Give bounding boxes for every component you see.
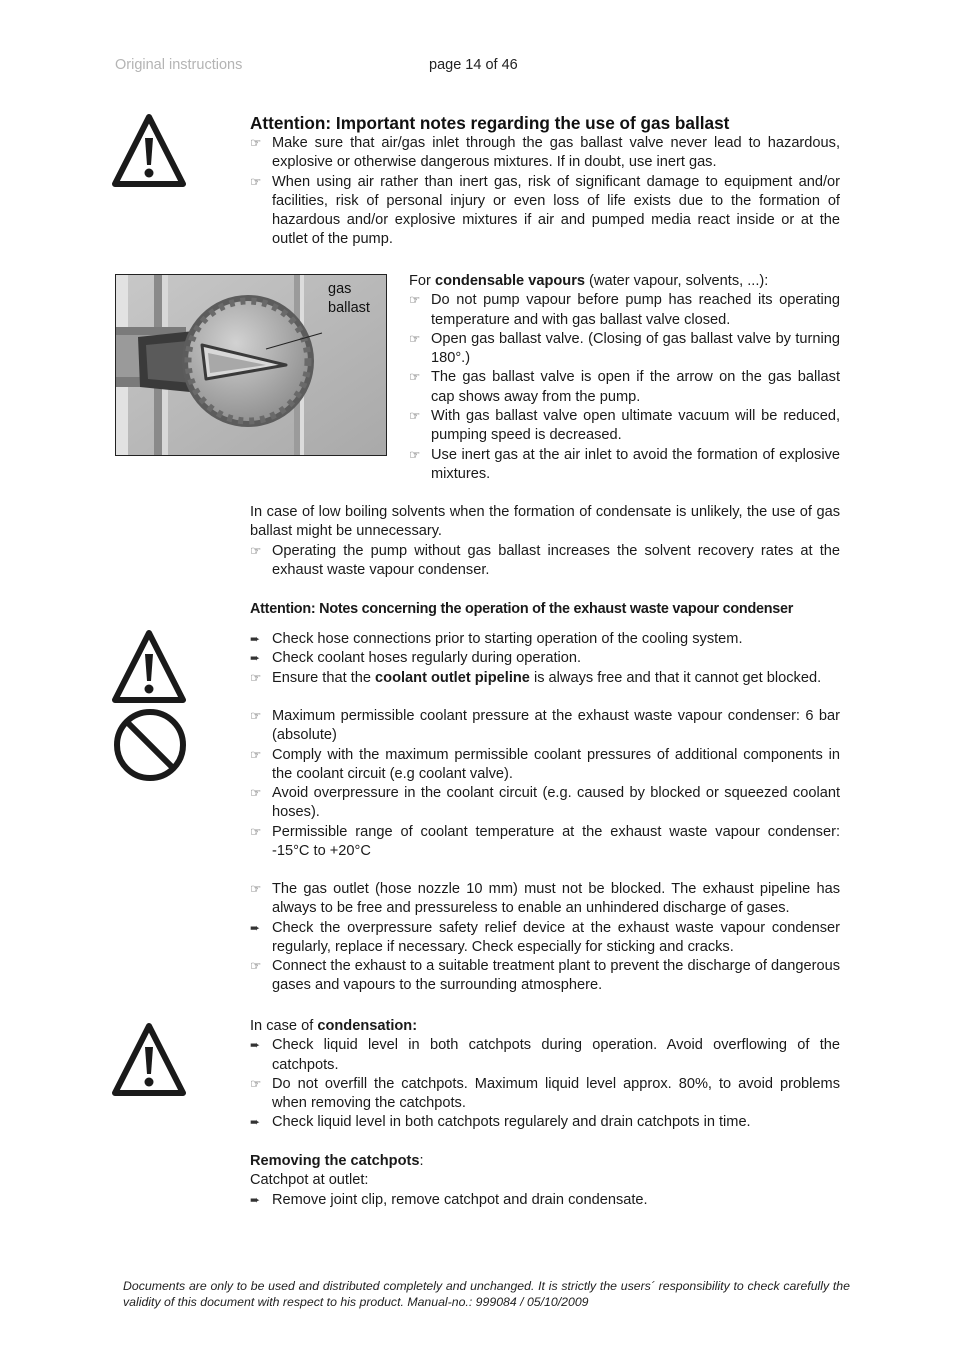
list-item-text: Open gas ballast valve. (Closing of gas ballast valve by turning 180°.) [431, 330, 840, 367]
list-item-text: Maximum permissible coolant pressure at the exhaust waste vapour condenser: 6 bar (absolute) [272, 708, 840, 744]
intro-bold-text: condensation: [317, 1018, 418, 1034]
gas-ballast-heading: Attention: Important notes regarding the use of gas ballast [250, 113, 730, 133]
list-item-text: Operating the pump without gas ballast increases the solvent recovery rates at the exhaust waste vapour condenser. [272, 542, 840, 578]
list-item [250, 1075, 840, 1114]
intro-text: For [409, 273, 435, 289]
list-item-text: Check coolant hoses regularly during operation. [272, 650, 582, 667]
list-item [409, 407, 840, 446]
list-item-text: Permissible range of coolant temperature at the exhaust waste vapour condenser: -15°C to +20°C [272, 823, 840, 860]
warning-triangle-icon [111, 628, 187, 704]
list-item [409, 291, 840, 330]
list-item [250, 630, 840, 649]
list-item-text: Check the overpressure safety relief device at the exhaust waste vapour condenser regularly, replace if necessary. Check especially for sticking and cracks. [272, 919, 840, 955]
arrow-right-icon: ➨ [250, 651, 261, 666]
list-item [409, 446, 840, 485]
list-item [250, 746, 840, 785]
pointing-hand-icon: ☞ [409, 447, 421, 462]
list-item-text: Ensure that the [272, 669, 376, 686]
removing-catchpots-section [250, 1152, 840, 1210]
list-item [250, 134, 840, 173]
list-item [250, 919, 840, 958]
gas-ballast-section [250, 112, 840, 250]
pointing-hand-icon: ☞ [250, 670, 262, 685]
warning-triangle-icon [111, 112, 187, 188]
photo-label [328, 280, 370, 318]
pointing-hand-icon: ☞ [409, 293, 421, 308]
list-item [250, 957, 840, 996]
page-number: page 14 of 46 [429, 57, 518, 73]
intro-text: In case of [250, 1018, 318, 1034]
prohibition-icon [112, 707, 188, 783]
list-item-text: Check hose connections prior to starting operation of the cooling system. [272, 631, 743, 647]
list-item [250, 707, 840, 746]
list-item-text: Check liquid level in both catchpots during operation. Avoid overflowing of the catchpots. [272, 1037, 840, 1073]
condensable-vapours-section [409, 272, 840, 484]
arrow-right-icon: ➨ [250, 920, 261, 935]
list-item [250, 649, 840, 668]
list-item-text: Make sure that air/gas inlet through the gas ballast valve never lead to hazardous, explosive or otherwise dangerous mixtures. If in doubt, use inert gas. [272, 135, 840, 171]
pointing-hand-icon: ☞ [250, 136, 262, 150]
photo-label-line: gas [328, 281, 352, 297]
list-item-text: Avoid overpressure in the coolant circuit (e.g. caused by blocked or squeezed coolant hoses). [272, 785, 840, 821]
condensation-section [250, 1017, 840, 1133]
pointing-hand-icon: ☞ [250, 882, 262, 896]
list-item-text: Check liquid level in both catchpots regularely and drain catchpots in time. [272, 1114, 751, 1131]
list-item [250, 784, 840, 823]
footer-disclaimer: Documents are only to be used and distributed completely and unchanged. It is strictly the users´ responsibility to check carefully the validity of this document with respect to his product. Manual-no.: 999084 / 05/10/2009 [123, 1279, 850, 1309]
pointing-hand-icon: ☞ [409, 409, 421, 424]
arrow-right-icon: ➨ [250, 1192, 261, 1207]
list-item-text: Connect the exhaust to a suitable treatment plant to prevent the discharge of dangerous gases and vapours to the surrounding atmosphere. [272, 958, 840, 994]
pointing-hand-icon: ☞ [250, 1076, 262, 1091]
list-item [409, 368, 840, 407]
catchpot-subtitle: Catchpot at outlet: [250, 1172, 369, 1189]
list-item-bold-text: coolant outlet pipeline [375, 669, 530, 686]
arrow-right-icon: ➨ [250, 1115, 261, 1130]
list-item [250, 880, 840, 919]
photo-label-line: ballast [328, 300, 370, 316]
arrow-right-icon: ➨ [250, 1038, 261, 1053]
list-item [250, 542, 840, 581]
pointing-hand-icon: ☞ [250, 786, 262, 801]
list-item [250, 1113, 840, 1132]
list-item-text: Do not overfill the catchpots. Maximum liquid level approx. 80%, to avoid problems when removing the catchpots. [272, 1075, 840, 1112]
list-item-text: The gas ballast valve is open if the arrow on the gas ballast cap shows away from the pump. [431, 369, 840, 405]
list-item [250, 1191, 840, 1210]
intro-bold-text: condensable vapours [434, 273, 585, 289]
heading-colon: : [419, 1153, 424, 1169]
arrow-right-icon: ➨ [250, 632, 261, 646]
removing-heading [250, 1152, 840, 1171]
heading-text: Removing the catchpots [250, 1153, 420, 1169]
coolant-pressure-notes [250, 707, 840, 861]
list-item-text: Use inert gas at the air inlet to avoid the formation of explosive mixtures. [431, 446, 840, 482]
list-item-text: With gas ballast valve open ultimate vacuum will be reduced, pumping speed is decreased. [431, 408, 840, 444]
list-item [250, 173, 840, 250]
condensable-intro [409, 272, 840, 291]
pointing-hand-icon: ☞ [250, 959, 262, 974]
low-boiling-section [250, 503, 840, 580]
gas-outlet-notes [250, 880, 840, 996]
low-boiling-text: In case of low boiling solvents when the formation of condensate is unlikely, the use of gas ballast might be unnecessary. [250, 504, 840, 540]
warning-triangle-icon [111, 1021, 187, 1097]
pointing-hand-icon: ☞ [409, 331, 421, 346]
pointing-hand-icon: ☞ [409, 370, 421, 385]
list-item-text: Remove joint clip, remove catchpot and drain condensate. [272, 1191, 648, 1208]
condenser-checks [250, 630, 840, 688]
list-item [250, 669, 840, 688]
pointing-hand-icon: ☞ [250, 543, 262, 558]
list-item [409, 330, 840, 369]
pointing-hand-icon: ☞ [250, 747, 262, 762]
pointing-hand-icon: ☞ [250, 174, 262, 189]
list-item-text: When using air rather than inert gas, risk of significant damage to equipment and/or facilities, risk of personal injury or even loss of life exists due to the formation of hazardous and/or explosive mixtures if air and pumped media react inside or at the outlet of the pump. [272, 173, 840, 248]
document-label: Original instructions [115, 57, 243, 73]
list-item-text: is always free and that it cannot get blocked. [529, 669, 822, 686]
intro-text: (water vapour, solvents, ...): [585, 273, 769, 289]
pointing-hand-icon: ☞ [250, 709, 262, 723]
list-item [250, 1036, 840, 1075]
list-item [250, 823, 840, 862]
list-item-text: Comply with the maximum permissible coolant pressures of additional components in the coolant circuit (e.g coolant valve). [272, 746, 840, 782]
list-item-text: Do not pump vapour before pump has reached its operating temperature and with gas ballast valve closed. [431, 292, 840, 328]
condensation-intro [250, 1017, 840, 1036]
condenser-heading: Attention: Notes concerning the operation of the exhaust waste vapour condenser [250, 601, 794, 617]
pointing-hand-icon: ☞ [250, 824, 262, 839]
list-item-text: The gas outlet (hose nozzle 10 mm) must not be blocked. The exhaust pipeline has always to be free and pressureless to enable an unhindered discharge of gases. [272, 881, 840, 917]
